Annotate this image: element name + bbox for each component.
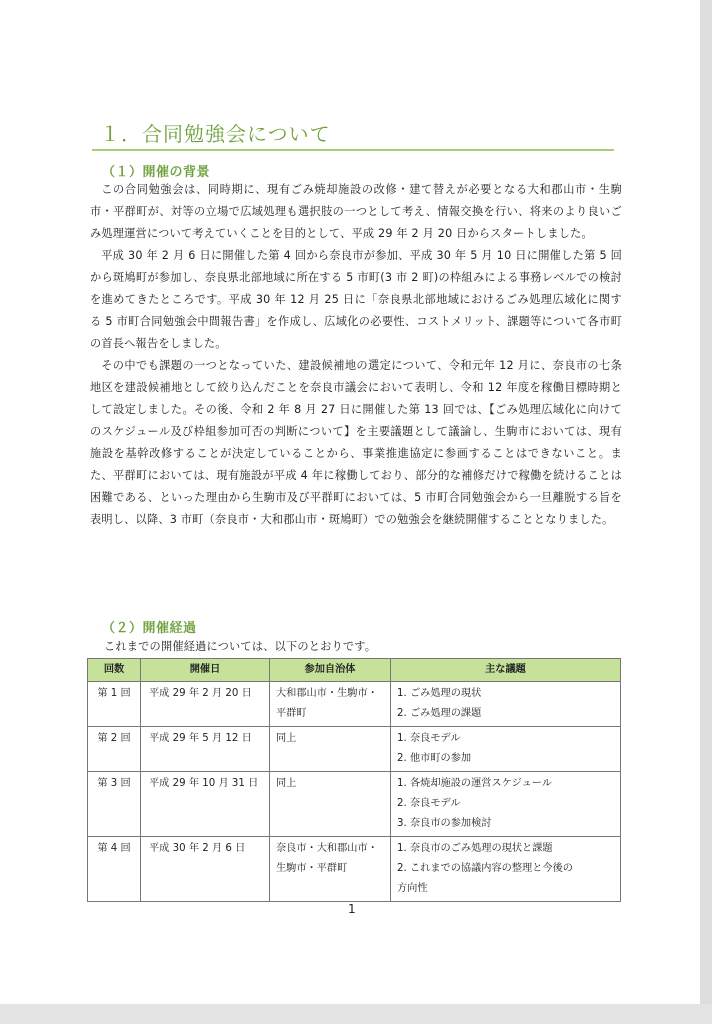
column-header: 回数 bbox=[88, 659, 141, 682]
topic-item: 2. 奈良モデル bbox=[397, 798, 461, 809]
participants-line: 大和郡山市・生駒市・ bbox=[276, 688, 378, 699]
participants-line: 同上 bbox=[276, 733, 297, 744]
participants bbox=[270, 837, 391, 902]
topic-item: 2. これまでの協議内容の整理と今後の bbox=[397, 863, 573, 874]
topics bbox=[391, 727, 621, 772]
meeting-number: 第 2 回 bbox=[88, 727, 141, 772]
participants bbox=[270, 682, 391, 727]
meeting-date: 平成 29 年 5 月 12 日 bbox=[141, 727, 270, 772]
participants-line: 同上 bbox=[276, 778, 297, 789]
meeting-table bbox=[87, 658, 621, 902]
topic-item: 方向性 bbox=[397, 883, 428, 894]
topic-item: 2. 他市町の参加 bbox=[397, 753, 472, 764]
topic-item: 2. ごみ処理の課題 bbox=[397, 708, 482, 719]
meeting-date: 平成 29 年 10 月 31 日 bbox=[141, 772, 270, 837]
history-intro: これまでの開催経過については、以下のとおりです。 bbox=[104, 640, 377, 653]
topic-item: 3. 奈良市の参加検討 bbox=[397, 818, 492, 829]
topics bbox=[391, 837, 621, 902]
table-header-row bbox=[88, 659, 621, 682]
background-text bbox=[90, 179, 622, 531]
paragraph: 平成 30 年 2 月 6 日に開催した第 4 回から奈良市が参加、平成 30 年 5 月 10 日に開催した第 5 回から斑鳩町が参加し、奈良県北部地域に所在する 5 市町(3 市 2 町)の枠組みによる事務レベルでの検討を進めてきたところです。平成 30 年 12 月 25 日に「奈良県北部地域におけるごみ処理広域化に関する 5 市町合同勉強会中間報告書」を作成し、広域化の必要性、コストメリット、課題等について各市町の首長へ報告をしました。 bbox=[90, 249, 622, 350]
page-number: 1 bbox=[348, 902, 356, 916]
section-heading-background: （１）開催の背景 bbox=[102, 165, 211, 180]
paragraph: その中でも課題の一つとなっていた、建設候補地の選定について、令和元年 12 月に、奈良市の七条地区を建設候補地として絞り込んだことを奈良市議会において表明し、令和 12 年度を稼働目標時期として設定しました。その後、令和 2 年 8 月 27 日に開催した第 13 回では、【ごみ処理広域化に向けてのスケジュール及び枠組参加可否の判断について】を主要議題として議論し、生駒市においては、現有施設を基幹改修することが決定していることから、事業推進協定に参画することはできないこと。また、平群町においては、現有施設が平成 4 年に稼働しており、部分的な補修だけで稼働を続けることは困難である、といった理由から生駒市及び平群町においては、5 市町合同勉強会から一旦離脱する旨を表明し、以降、3 市町（奈良市・大和郡山市・斑鳩町）での勉強会を継続開催することとなりました。 bbox=[90, 359, 622, 526]
table-row bbox=[88, 727, 621, 772]
meeting-number: 第 1 回 bbox=[88, 682, 141, 727]
participants-line: 奈良市・大和郡山市・ bbox=[276, 843, 378, 854]
participants bbox=[270, 772, 391, 837]
meeting-number: 第 3 回 bbox=[88, 772, 141, 837]
participants-line: 平群町 bbox=[276, 708, 307, 719]
topic-item: 1. 奈良市のごみ処理の現状と課題 bbox=[397, 843, 553, 854]
title-underline bbox=[92, 149, 614, 151]
page-edge-shadow bbox=[700, 0, 712, 1024]
page-title: １．合同勉強会について bbox=[100, 122, 331, 146]
column-header: 主な議題 bbox=[391, 659, 621, 682]
participants-line: 生駒市・平群町 bbox=[276, 863, 348, 874]
column-header: 開催日 bbox=[141, 659, 270, 682]
meeting-number: 第 4 回 bbox=[88, 837, 141, 902]
topic-item: 1. ごみ処理の現状 bbox=[397, 688, 482, 699]
meeting-date: 平成 29 年 2 月 20 日 bbox=[141, 682, 270, 727]
page-bottom-shadow bbox=[0, 1004, 712, 1024]
table-row bbox=[88, 837, 621, 902]
topic-item: 1. 各焼却施設の運営スケジュール bbox=[397, 778, 552, 789]
table-row bbox=[88, 682, 621, 727]
meeting-date: 平成 30 年 2 月 6 日 bbox=[141, 837, 270, 902]
column-header: 参加自治体 bbox=[270, 659, 391, 682]
topic-item: 1. 奈良モデル bbox=[397, 733, 461, 744]
topics bbox=[391, 772, 621, 837]
paragraph: この合同勉強会は、同時期に、現有ごみ焼却施設の改修・建て替えが必要となる大和郡山市・生駒市・平群町が、対等の立場で広域処理も選択肢の一つとして考え、情報交換を行い、将来のより良いごみ処理運営について考えていくことを目的として、平成 29 年 2 月 20 日からスタートしました。 bbox=[90, 183, 622, 240]
participants bbox=[270, 727, 391, 772]
topics bbox=[391, 682, 621, 727]
table-row bbox=[88, 772, 621, 837]
section-heading-history: （２）開催経過 bbox=[102, 621, 197, 636]
